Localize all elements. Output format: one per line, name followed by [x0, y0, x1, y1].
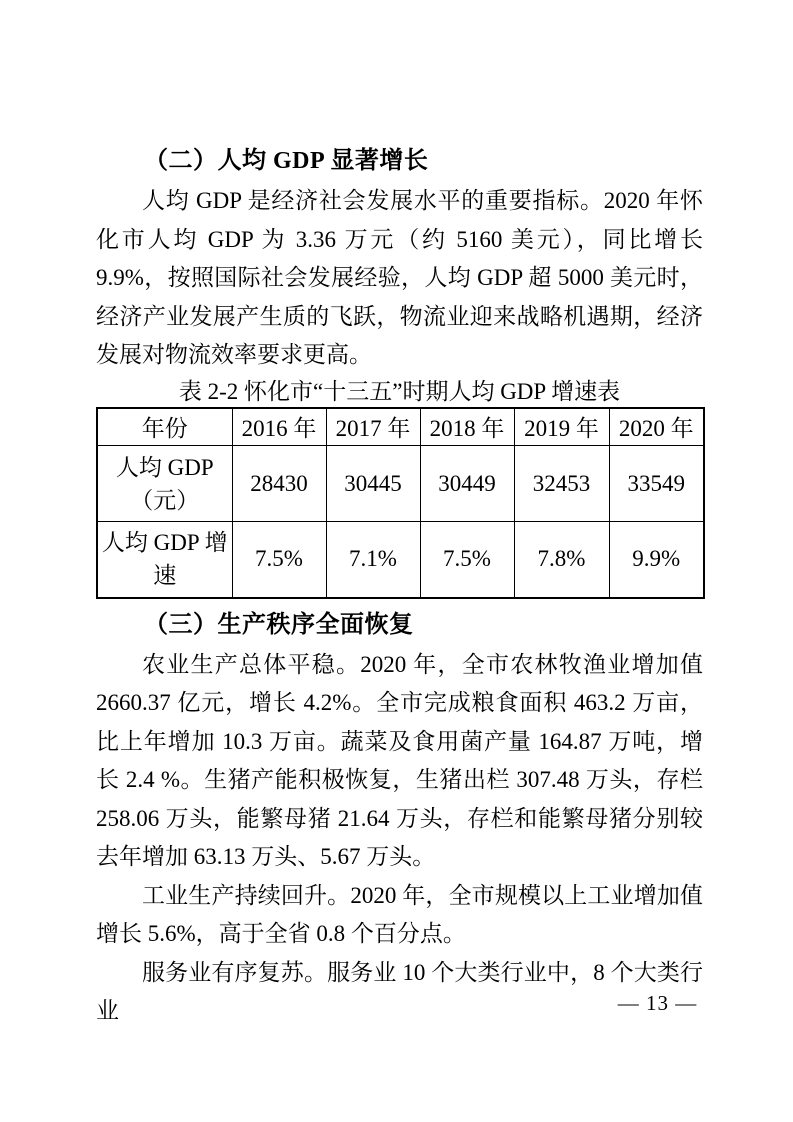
table-cell: 32453	[514, 446, 609, 522]
gdp-growth-table	[96, 407, 705, 599]
table-header-cell-2016: 2016 年	[232, 408, 326, 446]
table-caption: 表 2-2 怀化市“十三五”时期人均 GDP 增速表	[178, 378, 621, 404]
table-cell: 7.1%	[326, 522, 420, 598]
row-label-cell	[97, 446, 232, 522]
table-cell: 30449	[420, 446, 514, 522]
section-heading-per-capita-gdp: （二）人均 GDP 显著增长	[144, 148, 429, 174]
row-label-line: 速	[153, 563, 177, 589]
row-label-line: （元）	[130, 487, 200, 513]
paragraph-services: 服务业有序复苏。服务业 10 个大类行业中，8 个大类行业	[96, 959, 703, 1023]
table-row-gdp-growth-rate	[97, 522, 704, 598]
page-number: — 13 —	[617, 991, 698, 1015]
table-cell: 7.5%	[420, 522, 514, 598]
page-content	[96, 0, 703, 1031]
table-cell: 28430	[232, 446, 326, 522]
table-header-row	[97, 408, 704, 446]
table-cell: 7.5%	[232, 522, 326, 598]
table-cell: 30445	[326, 446, 420, 522]
table-header-cell-2019: 2019 年	[514, 408, 609, 446]
table-cell: 9.9%	[609, 522, 704, 598]
table-header-cell-2017: 2017 年	[326, 408, 420, 446]
row-label-line: 人均 GDP	[115, 454, 214, 480]
paragraph-gdp-overview: 人均 GDP 是经济社会发展水平的重要指标。2020 年怀化市人均 GDP 为 3.36 万元（约 5160 美元），同比增长 9.9%，按照国际社会发展经验，人均 GDP 超 5000 美元时，经济产业发展产生质的飞跃，物流业迎来战略机遇期，经济发展对物流效率要求更高。	[96, 188, 703, 367]
row-label-cell	[97, 522, 232, 598]
paragraph-agriculture: 农业生产总体平稳。2020 年，全市农林牧渔业增加值 2660.37 亿元，增长 4.2%。全市完成粮食面积 463.2 万亩，比上年增加 10.3 万亩。蔬菜及食用菌产量 164.87 万吨，增长 2.4 %。生猪产能积极恢复，生猪出栏 307.48 万头，存栏 258.06 万头，能繁母猪 21.64 万头，存栏和能繁母猪分别较去年增加 63.13 万头、5.67 万头。	[96, 651, 703, 869]
table-cell: 7.8%	[514, 522, 609, 598]
row-label-line: 人均 GDP 增	[101, 530, 228, 556]
paragraph-industry: 工业生产持续回升。2020 年，全市规模以上工业增加值增长 5.6%，高于全省 0.8 个百分点。	[96, 882, 703, 946]
table-header-cell-2020: 2020 年	[609, 408, 704, 446]
table-cell: 33549	[609, 446, 704, 522]
table-row-gdp-per-capita	[97, 446, 704, 522]
table-header-cell-year: 年份	[97, 408, 232, 446]
table-header-cell-2018: 2018 年	[420, 408, 514, 446]
section-heading-production-recovery: （三）生产秩序全面恢复	[144, 611, 414, 638]
